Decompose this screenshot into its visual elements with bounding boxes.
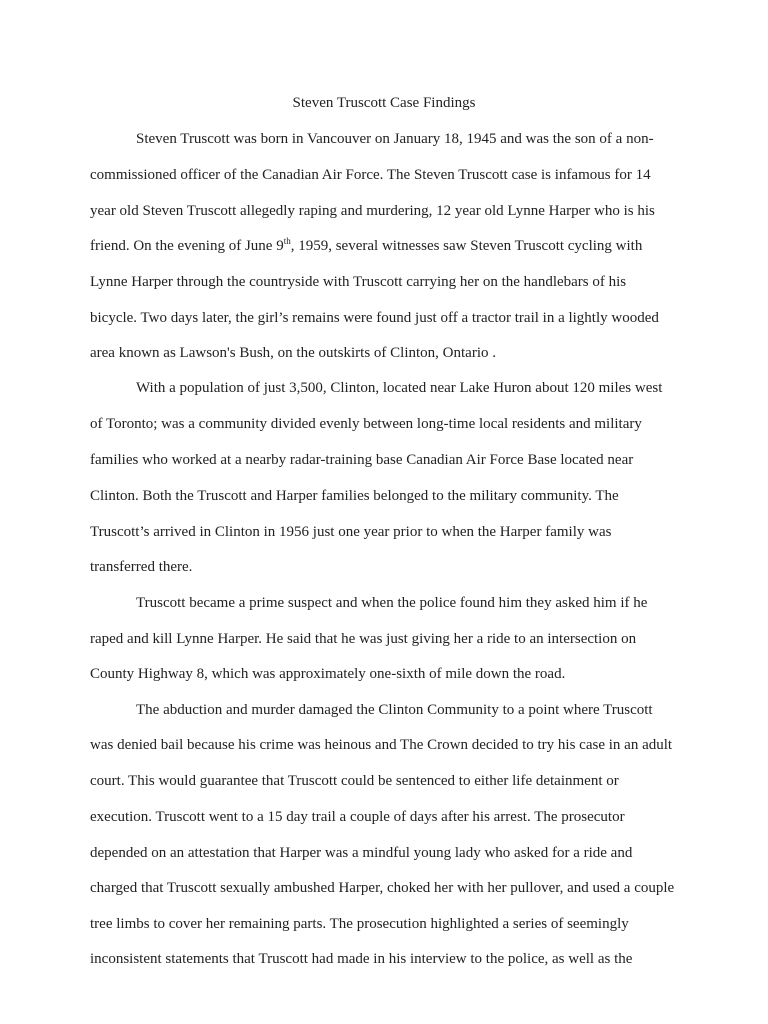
body-line: Truscott became a prime suspect and when the police found him they asked him if he	[136, 595, 648, 611]
body-line: area known as Lawson's Bush, on the outskirts of Clinton, Ontario .	[90, 345, 496, 361]
body-line: Lynne Harper through the countryside with Truscott carrying her on the handlebars of his	[90, 274, 627, 290]
line-text-after: , 1959, several witnesses saw Steven Truscott cycling with	[290, 238, 643, 254]
body-line: Clinton. Both the Truscott and Harper families belonged to the military community. The	[90, 488, 619, 504]
document-title: Steven Truscott Case Findings	[292, 95, 476, 111]
body-line: raped and kill Lynne Harper. He said that he was just giving her a ride to an intersection on	[90, 631, 637, 647]
body-line: year old Steven Truscott allegedly raping and murdering, 12 year old Lynne Harper who is his	[90, 203, 655, 219]
body-line: The abduction and murder damaged the Clinton Community to a point where Truscott	[136, 702, 653, 718]
body-line: charged that Truscott sexually ambushed Harper, choked her with her pullover, and used a couple	[90, 880, 675, 896]
body-line: was denied bail because his crime was heinous and The Crown decided to try his case in an adult	[90, 737, 673, 753]
body-line: commissioned officer of the Canadian Air Force. The Steven Truscott case is infamous for 14	[90, 167, 651, 183]
body-line: tree limbs to cover her remaining parts. The prosecution highlighted a series of seemingly	[90, 916, 629, 932]
body-line: Truscott’s arrived in Clinton in 1956 just one year prior to when the Harper family was	[90, 524, 612, 540]
body-line: bicycle. Two days later, the girl’s remains were found just off a tractor trail in a lightly wooded	[90, 310, 659, 326]
body-line: Steven Truscott was born in Vancouver on January 18, 1945 and was the son of a non-	[136, 131, 654, 147]
body-line: court. This would guarantee that Truscott could be sentenced to either life detainment or	[90, 773, 619, 789]
ordinal-superscript: th	[283, 236, 291, 246]
body-line: families who worked at a nearby radar-training base Canadian Air Force Base located near	[90, 452, 634, 468]
body-line	[90, 235, 642, 257]
line-text-before: friend. On the evening of June 9	[90, 238, 284, 254]
body-line: County Highway 8, which was approximately one-sixth of mile down the road.	[90, 666, 566, 682]
body-line: transferred there.	[90, 559, 193, 575]
body-line: depended on an attestation that Harper was a mindful young lady who asked for a ride and	[90, 845, 633, 861]
body-line: of Toronto; was a community divided evenly between long-time local residents and military	[90, 416, 642, 432]
body-line: With a population of just 3,500, Clinton, located near Lake Huron about 120 miles west	[136, 380, 663, 396]
body-line: inconsistent statements that Truscott had made in his interview to the police, as well as the	[90, 951, 633, 967]
body-line: execution. Truscott went to a 15 day trail a couple of days after his arrest. The prosecutor	[90, 809, 625, 825]
